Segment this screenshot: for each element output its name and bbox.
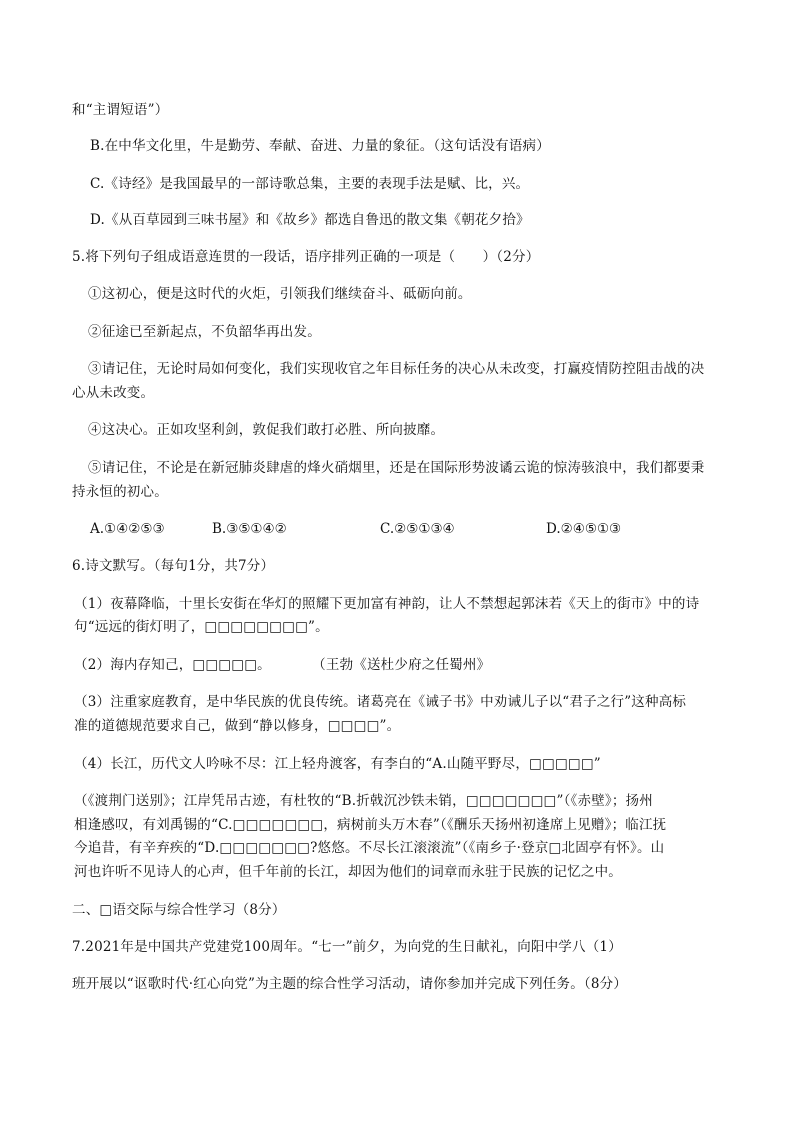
answer-option-c: C.②⑤①③④ [380,521,455,537]
section-2-heading: 二、□语交际与综合性学习（8分） [72,902,286,918]
sentence-4: ④这决心。正如攻坚利剑，敦促我们敢打必胜、所向披靡。 [88,422,445,438]
item-4-cont-3: 今追昔，有辛弃疾的“D.□□□□□□□?悠悠。不尽长江滚滚流”（《南乡子·登京□北固亭有怀》。山 [74,840,665,856]
answer-option-b: B.③⑤①④② [212,521,287,537]
option-b-line: B.在中华文化里，牛是勤劳、奉献、奋进、力量的象征。（这句话没有语病） [90,138,550,154]
sentence-1: ①这初心，便是这时代的火炬，引领我们继续奋斗、砥砺向前。 [88,286,472,302]
item-4-cont-4: 河也许听不见诗人的心声，但千年前的长江，却因为他们的词章而永驻于民族的记忆之中。 [74,864,622,880]
sentence-3-cont: 心从未改变。 [72,385,155,401]
question-6-heading: 6.诗文默写。（每句1分，共7分） [72,558,275,574]
sentence-2: ②征途已至新起点，不负韶华再出发。 [88,324,321,340]
item-3-cont: 准的道德规范要求自己，做到“静以修身，□□□□”。 [74,718,401,734]
sentence-5: ⑤请记住，不论是在新冠肺炎肆虐的烽火硝烟里，还是在国际形势波谲云诡的惊涛骇浪中，我们都要秉 [88,460,705,476]
sentence-5-cont: 持永恒的初心。 [72,484,168,500]
item-2: （2）海内存知己，□□□□□。 （王勃《送杜少府之任蜀州》 [74,657,491,673]
sentence-3: ③请记住，无论时局如何变化，我们实现收官之年目标任务的决心从未改变，打赢疫情防控阻击战的决 [88,361,705,377]
question-7: 7.2021年是中国共产党建党100周年。“七一”前夕，为向党的生日献礼，向阳中学八（1） [72,939,622,955]
item-1: （1）夜幕降临，十里长安街在华灯的照耀下更加富有神韵，让人不禁想起郭沫若《天上的街市》中的诗 [74,596,700,612]
option-c-line: C.《诗经》是我国最早的一部诗歌总集，主要的表现手法是赋、比，兴。 [90,176,530,192]
answer-options [90,519,690,539]
question-7-cont: 班开展以“讴歌时代·红心向党”为主题的综合性学习活动，请你参加并完成下列任务。（8分） [72,976,628,992]
option-d-line: D.《从百草园到三味书屋》和《故乡》都选自鲁迅的散文集《朝花夕拾》 [90,212,530,228]
item-3: （3）注重家庭教育，是中华民族的优良传统。诸葛亮在《诫子书》中劝诫儿子以“君子之行”这种高标 [74,694,687,710]
answer-option-d: D.②④⑤①③ [546,521,622,537]
item-4-cont-1: （《渡荆门送别》；江岸凭吊古迹，有杜牧的“B.折戟沉沙铁未销，□□□□□□□”（《赤壁》；扬州 [74,793,653,809]
item-4-cont-2: 相逢感叹，有刘禹锡的“C.□□□□□□□，病树前头万木春”（《酬乐天扬州初逢席上见赠》；临江抚 [74,817,667,833]
question-5-heading: 5.将下列句子组成语意连贯的一段话，语序排列正确的一项是（ ）（2分） [72,249,540,265]
item-1-cont: 句“远远的街灯明了，□□□□□□□□”。 [74,619,329,635]
answer-option-a: A.①④②⑤③ [90,521,165,537]
item-4: （4）长江，历代文人吟咏不尽：江上轻舟渡客，有李白的“A.山随平野尽，□□□□□” [74,756,601,772]
text-line: 和“主谓短语”） [72,102,169,118]
